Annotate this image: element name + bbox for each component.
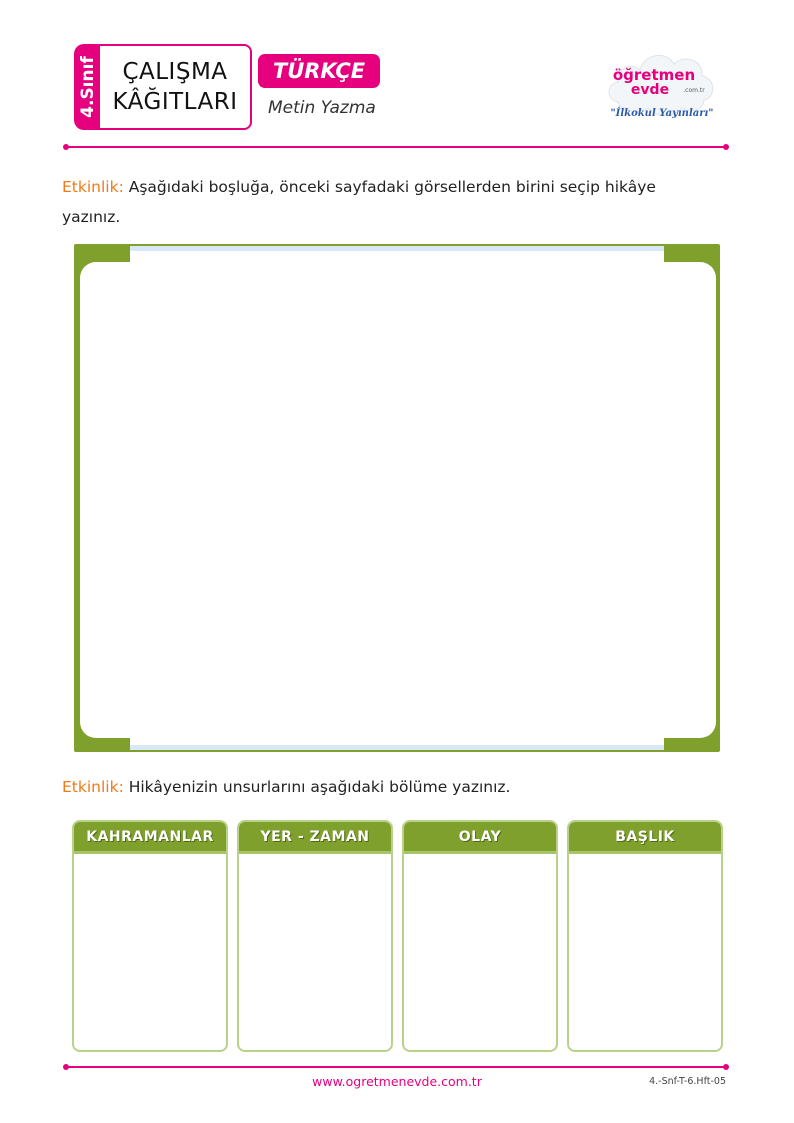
logo-brand-top: öğretmen — [612, 66, 696, 84]
subject-label: TÜRKÇE — [272, 59, 366, 83]
footer-website-link[interactable]: www.ogretmenevde.com.tr — [312, 1074, 482, 1089]
activity-1-text: Aşağıdaki boşluğa, önceki sayfadaki görsellerden birini seçip hikâye yazınız. — [62, 178, 656, 226]
activity-2-instruction — [62, 772, 682, 802]
activity-1-instruction — [62, 172, 682, 232]
logo-tagline: "İlkokul Yayınları" — [610, 108, 714, 119]
header-divider — [66, 146, 726, 148]
activity-1-label: Etkinlik: — [62, 178, 124, 196]
column-header — [569, 822, 721, 854]
logo-brand-bottom: evde — [630, 82, 670, 98]
subject-badge — [258, 54, 380, 88]
column-header — [404, 822, 556, 854]
place-time-heading: YER - ZAMAN — [260, 828, 370, 845]
frame-bottom-edge — [130, 745, 664, 750]
worksheet-title-box — [98, 44, 252, 130]
column-header — [239, 822, 391, 854]
topic-label: Metin Yazma — [268, 98, 376, 118]
story-writing-area[interactable] — [80, 262, 716, 738]
column-header — [74, 822, 226, 854]
frame-top-edge — [130, 246, 664, 251]
page-code: 4.-Snf-T-6.Hft-05 — [649, 1076, 726, 1087]
characters-box[interactable] — [72, 820, 228, 1052]
logo-domain: .com.tr — [683, 87, 705, 94]
title-line-2: KÂĞITLARI — [112, 89, 238, 115]
event-box[interactable] — [402, 820, 558, 1052]
grade-label: 4.Sınıf — [78, 56, 98, 118]
title-answer-box[interactable] — [567, 820, 723, 1052]
title-line-1: ÇALIŞMA — [122, 59, 228, 85]
activity-2-text: Hikâyenizin unsurlarını aşağıdaki bölüme yazınız. — [123, 778, 511, 796]
footer-divider — [66, 1066, 726, 1068]
frame-top-fill — [130, 251, 664, 263]
publisher-logo — [604, 44, 720, 128]
characters-heading: KAHRAMANLAR — [86, 828, 214, 845]
place-time-box[interactable] — [237, 820, 393, 1052]
event-heading: OLAY — [458, 828, 502, 845]
title-heading: BAŞLIK — [615, 828, 675, 845]
activity-2-label: Etkinlik: — [62, 778, 124, 796]
